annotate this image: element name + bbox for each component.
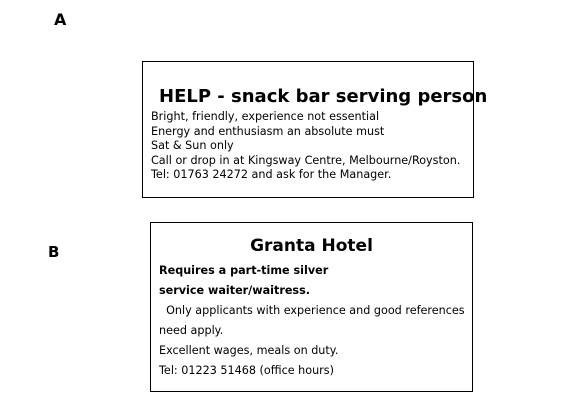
advert-line: Tel: 01763 24272 and ask for the Manager. [151, 168, 392, 181]
advert-line-bold: Requires a part-time silver [159, 264, 329, 277]
advert-line: Excellent wages, meals on duty. [159, 344, 339, 357]
advert-line: Call or drop in at Kingsway Centre, Melbourne/Royston. [151, 153, 461, 167]
advert-line-bold: service waiter/waitress. [159, 284, 311, 297]
advert-label-a: A [54, 10, 67, 29]
advert-line: Sat & Sun only [151, 139, 234, 152]
advert-title: Granta Hotel [250, 236, 373, 256]
advert-line: Energy and enthusiasm an absolute must [151, 124, 385, 138]
advert-line: Bright, friendly, experience not essential [151, 110, 380, 123]
advert-line: need apply. [159, 324, 224, 337]
advert-snack-bar [142, 61, 488, 198]
advert-line: Only applicants with experience and good references [159, 304, 465, 317]
advert-title: HELP - snack bar serving person [159, 86, 488, 107]
advert-granta-hotel [150, 222, 473, 392]
advert-label-b: B [48, 243, 60, 261]
advert-line: Tel: 01223 51468 (office hours) [159, 364, 334, 377]
